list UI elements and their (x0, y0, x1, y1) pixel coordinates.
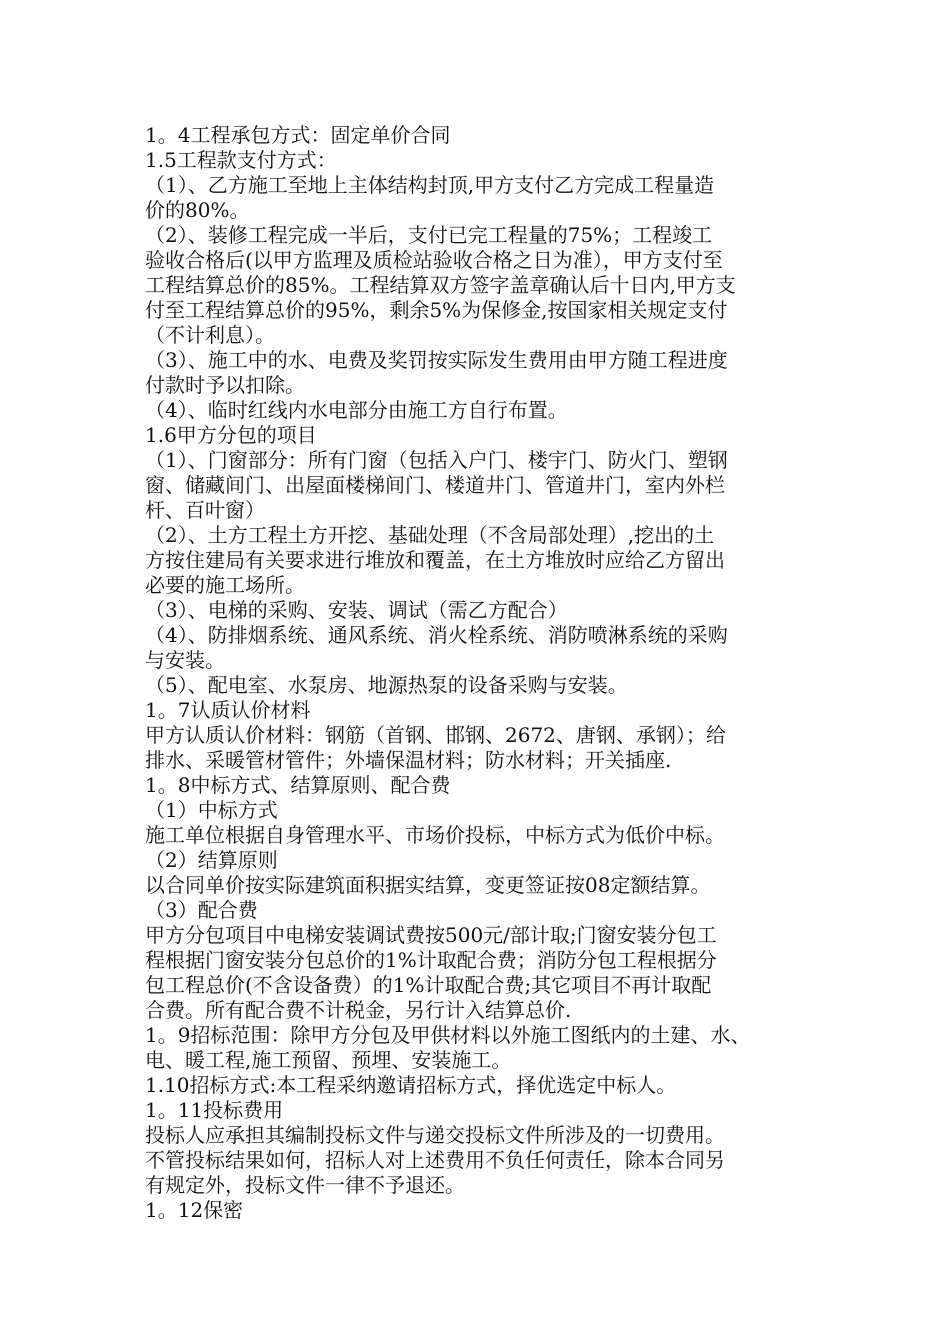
text-line: （1）中标方式 (145, 798, 278, 822)
text-line: 以合同单价按实际建筑面积据实结算，变更签证按08定额结算。 (145, 873, 711, 897)
text-line: 施工单位根据自身管理水平、市场价投标，中标方式为低价中标。 (145, 823, 725, 847)
text-line: （1）、乙方施工至地上主体结构封顶,甲方支付乙方完成工程量造 (145, 173, 715, 197)
text-line: 1.6甲方分包的项目 (145, 423, 317, 447)
text-line: 1。8中标方式、结算原则、配合费 (145, 773, 451, 797)
text-line: （不计利息）。 (145, 323, 275, 347)
text-line: 验收合格后(以甲方监理及质检站验收合格之日为准），甲方支付至 (145, 248, 723, 272)
text-line: （3）配合费 (145, 898, 258, 922)
document-body (145, 123, 825, 1223)
text-line: 1.10招标方式:本工程采纳邀请招标方式，择优选定中标人。 (145, 1073, 677, 1097)
text-line: 排水、采暖管材管件；外墙保温材料；防水材料；开关插座. (145, 748, 672, 772)
text-line: 1。4工程承包方式：固定单价合同 (145, 123, 451, 147)
text-line: 程根据门窗安装分包总价的1%计取配合费；消防分包工程根据分 (145, 948, 717, 972)
text-line: 有规定外，投标文件一律不予退还。 (145, 1173, 465, 1197)
text-line: 与安装。 (145, 648, 225, 672)
text-line: 甲方认质认价材料：钢筋（首钢、邯钢、2672、唐钢、承钢）；给 (145, 723, 726, 747)
text-line: 包工程总价(不含设备费）的1%计取配合费;其它项目不再计取配 (145, 973, 712, 997)
text-line: 付至工程结算总价的95%，剩余5%为保修金,按国家相关规定支付 (145, 298, 728, 322)
text-line: （4）、临时红线内水电部分由施工方自行布置。 (145, 398, 568, 422)
text-line: （1）、门窗部分：所有门窗（包括入户门、楼宇门、防火门、塑钢 (145, 448, 728, 472)
text-line: 必要的施工场所。 (145, 573, 305, 597)
text-line: 合费。所有配合费不计税金，另行计入结算总价. (145, 998, 572, 1022)
text-line: 价的80%。 (145, 198, 250, 222)
text-line: 不管投标结果如何，招标人对上述费用不负任何责任，除本合同另 (145, 1148, 725, 1172)
text-line: （5）、配电室、水泵房、地源热泵的设备采购与安装。 (145, 673, 628, 697)
text-line: （2）结算原则 (145, 848, 278, 872)
text-line: 1。7认质认价材料 (145, 698, 311, 722)
text-line: （2）、土方工程土方开挖、基础处理（不含局部处理）,挖出的土 (145, 523, 715, 547)
text-line: 付款时予以扣除。 (145, 373, 305, 397)
text-line: 1.5工程款支付方式： (145, 148, 337, 172)
text-line: 投标人应承担其编制投标文件与递交投标文件所涉及的一切费用。 (145, 1123, 725, 1147)
text-line: 杆、百叶窗） (145, 498, 265, 522)
text-line: 1。11投标费用 (145, 1098, 284, 1122)
text-line: 电、暖工程,施工预留、预埋、安装施工。 (145, 1048, 512, 1072)
text-line: （4）、防排烟系统、通风系统、消火栓系统、消防喷淋系统的采购 (145, 623, 728, 647)
text-line: （3）、施工中的水、电费及奖罚按实际发生费用由甲方随工程进度 (145, 348, 728, 372)
text-line: 窗、储藏间门、出屋面楼梯间门、楼道井门、管道井门，室内外栏 (145, 473, 725, 497)
text-line: 甲方分包项目中电梯安装调试费按500元/部计取;门窗安装分包工 (145, 923, 717, 947)
text-line: 1。9招标范围：除甲方分包及甲供材料以外施工图纸内的土建、水、 (145, 1023, 751, 1047)
text-line: 方按住建局有关要求进行堆放和覆盖，在土方堆放时应给乙方留出 (145, 548, 725, 572)
text-line: 工程结算总价的85%。工程结算双方签字盖章确认后十日内,甲方支 (145, 273, 736, 297)
text-line: （2）、装修工程完成一半后，支付已完工程量的75%；工程竣工 (145, 223, 713, 247)
text-line: （3）、电梯的采购、安装、调试（需乙方配合） (145, 598, 568, 622)
text-line: 1。12保密 (145, 1198, 244, 1222)
